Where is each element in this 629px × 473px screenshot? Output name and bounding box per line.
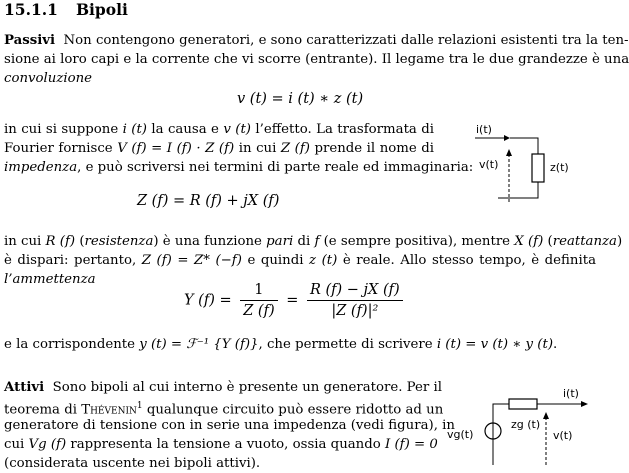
fig1-wire-bottom [498,182,538,198]
equation-impedance: Z (f) = R (f) + jX (f) [137,193,280,209]
fig2-impedance-label: zg (t) [511,418,541,431]
fig2-voltage-label: v(t) [553,429,573,442]
text-span: Sono bipoli al cui interno è presente un generatore. Per il [52,380,442,395]
text-span: V (f) = I (f) · Z (f) [117,141,235,156]
text-span: cui [4,437,25,452]
text-span: v (t) [223,122,251,137]
text-span: z (t) [309,253,338,268]
passivi-line-2: sione ai loro capi e la corrente che vi scorre (entrante). Il legame tra le due grandezze è una [4,52,629,67]
text-span: Z (f) [243,303,275,319]
passivi-line-8 [4,252,596,269]
text-span: ) è una funzione [153,234,262,249]
text-span: ( [79,234,85,249]
fig2-source-label: vg(t) [447,428,474,441]
text-span: rappresenta la tensione a vuoto, ossia quando [70,437,381,452]
text-span: prende il nome di [314,141,435,156]
text-span: = [286,292,299,309]
text-span: X (f) [514,234,544,249]
text-span: reattanza [552,234,617,249]
attivi-line-1 [4,379,442,396]
text-span: Y (f) = [184,292,232,309]
attivi-line-3: generatore di tensione con in serie una impedenza (vedi figura), in [4,418,455,433]
text-span: la causa e [151,122,219,137]
attivi-line-4 [4,436,438,453]
fig2-impedance-box [509,399,537,409]
fig1-impedance-label: z(t) [550,161,569,174]
text-span: f [314,234,320,249]
passivi-line-5 [4,140,434,157]
fig2-current-label: i(t) [563,387,579,400]
text-span: i (t) [122,122,147,137]
text-span: di [297,234,311,249]
text-span: Fourier fornisce [4,141,113,156]
text-span: pari [266,234,294,249]
text-span: , e può scriversi nei termini di parte reale ed immaginaria: [77,160,474,175]
text-span: è reale. Allo stesso tempo, è definita [342,253,597,268]
fig1-voltage-label: v(t) [479,158,499,171]
attivi-line-2 [4,398,444,418]
passivi-line-10 [4,336,557,353]
text-span: I (f) = 0 [385,437,438,452]
fig1-impedance-box [532,154,544,182]
text-span: Non contengono generatori, e sono caratterizzati dalle relazioni esistenti tra la ten- [63,33,629,48]
text-span: . [553,337,558,352]
equation-admittance [184,282,407,319]
text-span: ) [616,234,623,249]
fig1-current-label: i(t) [476,123,492,136]
text-span: e la corrispondente [4,337,135,352]
thevenin-name: Thévenin [81,402,137,418]
active-bipole-diagram [445,381,595,471]
passivi-term: Passivi [4,33,56,48]
text-span: i (t) = v (t) ∗ y (t) [436,337,554,352]
text-span: resistenza [84,234,154,249]
section-title: Bipoli [75,0,128,19]
text-span: qualunque circuito può essere ridotto ad un [146,402,444,418]
text-span: in cui [238,141,277,156]
passivi-line-4 [4,121,434,138]
text-span: 1 [240,282,277,301]
attivi-line-5: (considerata uscente nei bipoli attivi). [4,456,261,471]
fig2-voltage-arrowhead [543,412,549,419]
passivi-line-7 [4,233,623,250]
text-span: è dispari: pertanto, [4,253,137,268]
fig1-voltage-arrowhead [506,149,512,156]
text-span: Z (f) [280,141,310,156]
fig2-wire-left [493,404,509,423]
text-span: Z (f) = Z* (−f) [141,253,242,268]
section-heading [4,0,128,19]
text-span: R (f) − jX (f) [307,282,403,301]
text-span: in cui si suppone [4,122,119,137]
fig1-current-arrowhead [504,135,510,141]
text-span: R (f) [45,234,76,249]
text-span: ( [547,234,553,249]
text-span: e quindi [247,253,304,268]
passive-bipole-diagram [470,120,580,208]
attivi-term: Attivi [4,380,45,395]
text-span: , che permette di scrivere [258,337,433,352]
equation-convolution: v (t) = i (t) ∗ z (t) [237,91,364,107]
passivi-line-3: convoluzione [4,71,93,86]
passivi-line-1 [4,32,629,49]
text-span: |Z (f)|² [331,303,379,319]
passivi-line-6 [4,159,473,176]
footnote-marker: 1 [136,401,143,411]
text-span: Vg (f) [28,437,67,452]
text-span: impedenza [4,160,78,175]
fig1-wire-top [510,138,538,154]
text-span: teorema di [4,402,77,418]
text-span: in cui [4,234,42,249]
text-span: l’effetto. La trasformata di [255,122,434,137]
text-span: y (t) = ℱ⁻¹ {Y (f)} [139,337,259,352]
section-number: 15.1.1 [4,0,58,19]
text-span: (e sempre positiva), mentre [323,234,511,249]
passivi-line-9: l’ammettenza [4,272,96,287]
fig2-current-arrowhead [581,401,588,407]
